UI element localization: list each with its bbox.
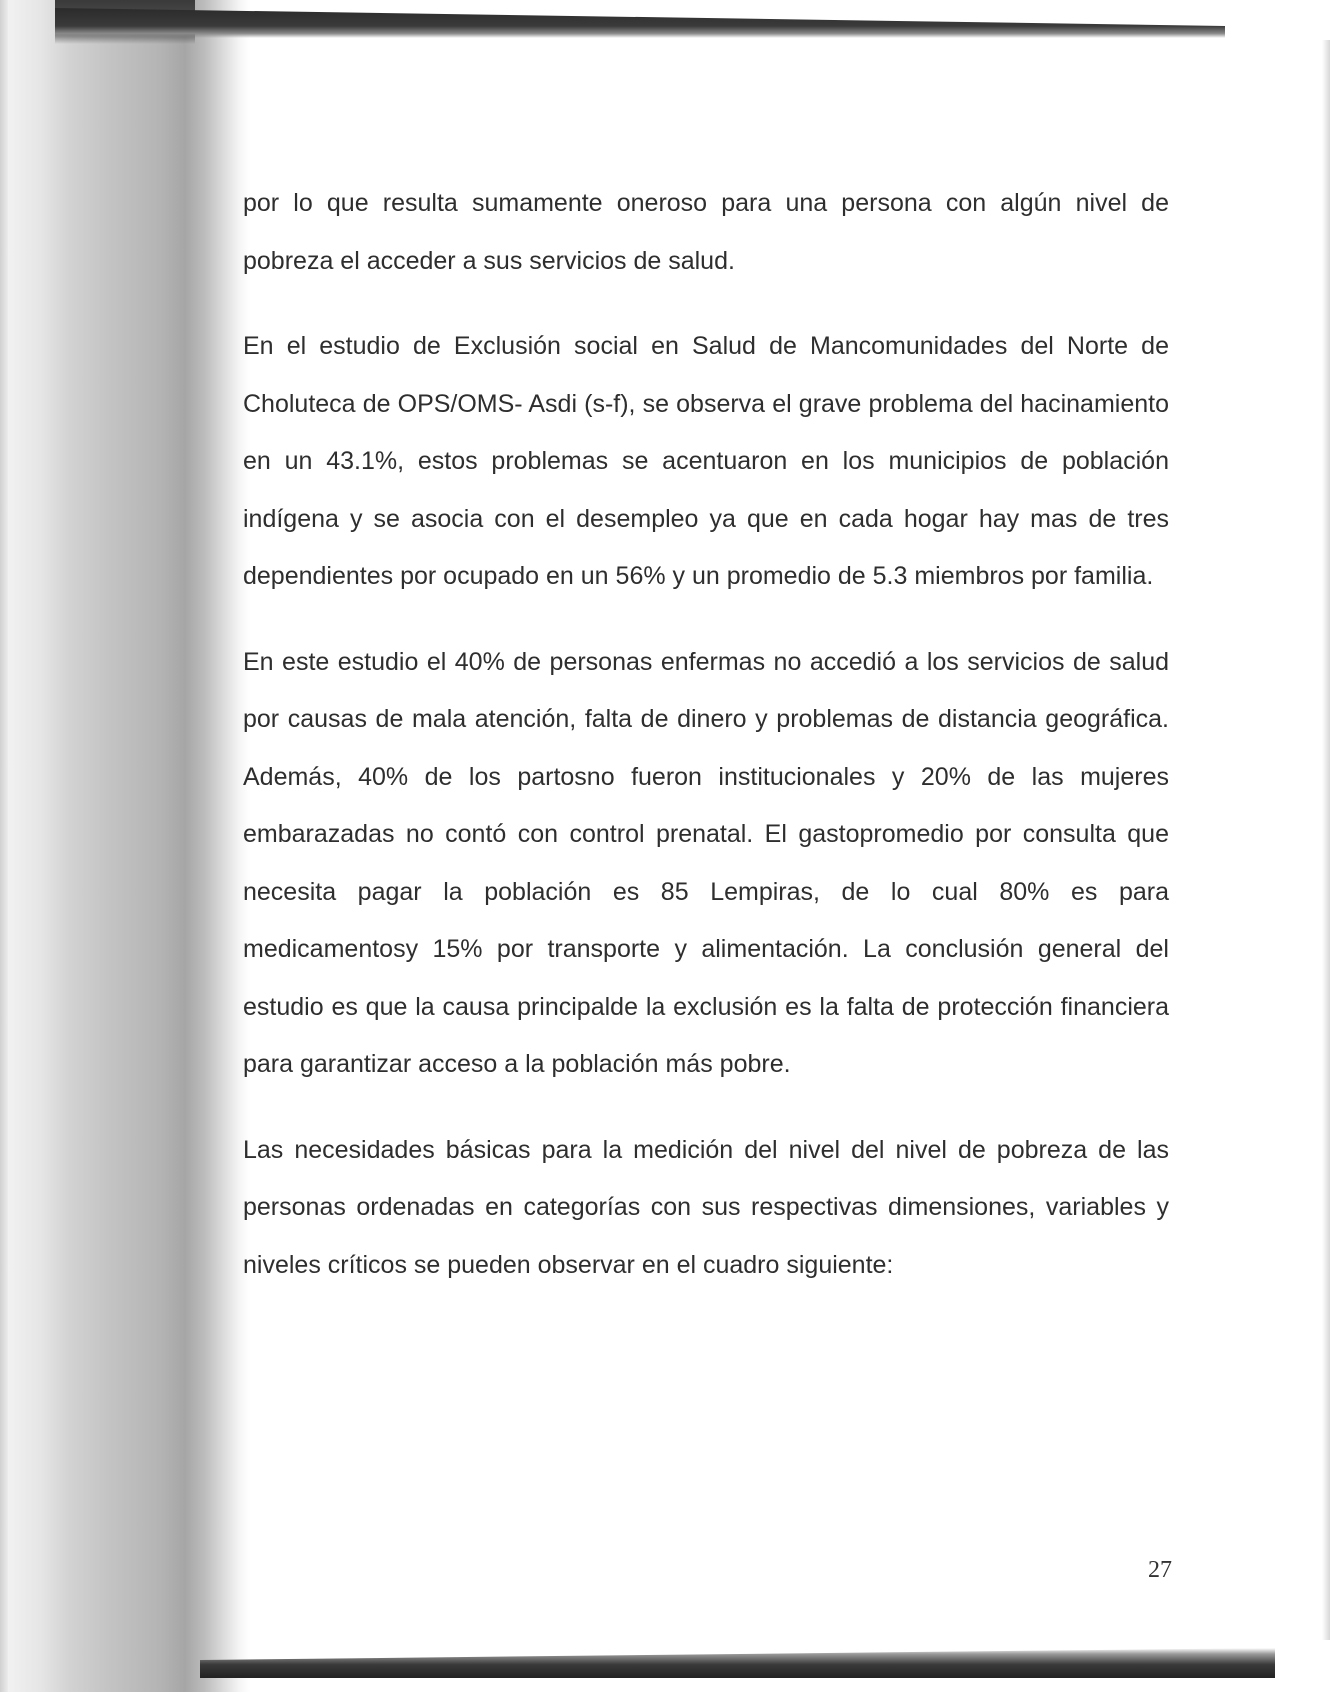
paragraph: por lo que resulta sumamente oneroso para una persona con algún nivel de pobreza el acceder a sus servicios de salud.: [243, 189, 1169, 275]
scan-top-edge-shadow: [55, 8, 1225, 38]
page-number: 27: [1148, 1557, 1172, 1583]
page-right-edge: [1322, 40, 1330, 1640]
book-gutter-shadow: [0, 0, 250, 1692]
paragraph: En este estudio el 40% de personas enfermas no accedió a los servicios de salud por causas de mala atención, falta de dinero y problemas de distancia geográfica. Además, 40% de los partosno fueron institucionales y 20% de las mujeres embarazadas no contó con control prenatal. El gastopromedio por consulta que necesita pagar la población es 85 Lempiras, de lo cual 80% es para medicamentosy 15% por transporte y alimentación. La conclusión general del estudio es que la causa principalde la exclusión es la falta de protección financiera para garantizar acceso a la población más pobre.: [243, 647, 1169, 1078]
scan-bottom-edge-shadow: [200, 1648, 1275, 1678]
body-text: [243, 175, 1169, 1322]
page-left-edge: [0, 0, 8, 1692]
paragraph: En el estudio de Exclusión social en Salud de Mancomunidades del Norte de Choluteca de OPS/OMS- Asdi (s-f), se observa el grave problema del hacinamiento en un 43.1%, estos problemas se acentuaron en los municipios de población indígena y se asocia con el desempleo ya que en cada hogar hay mas de tres dependientes por ocupado en un 56% y un promedio de 5.3 miembros por familia.: [243, 332, 1169, 590]
paragraph: Las necesidades básicas para la medición del nivel del nivel de pobreza de las personas ordenadas en categorías con sus respectivas dimensiones, variables y niveles críticos se pueden observar en el cuadro siguiente:: [243, 1135, 1169, 1279]
